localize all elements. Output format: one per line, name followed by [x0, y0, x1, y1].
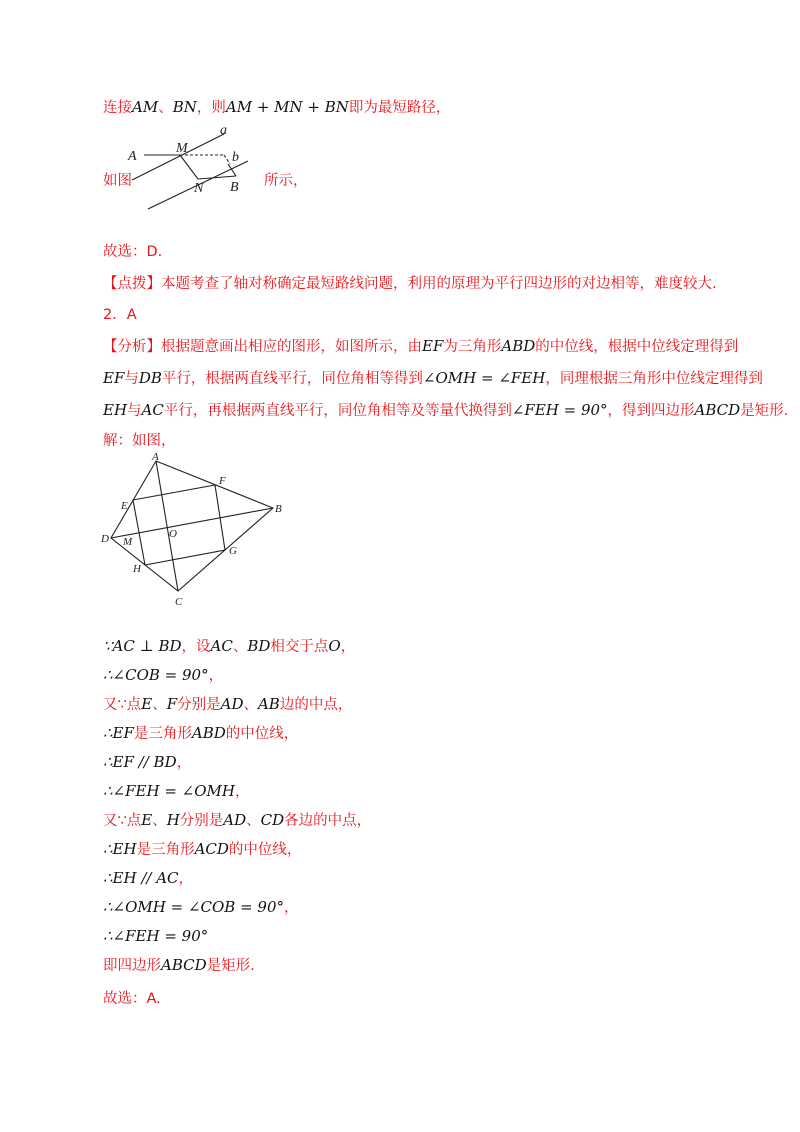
fig2-label-d: D: [101, 533, 109, 545]
fig2-label-e: E: [121, 500, 128, 512]
text: 平行，根据两直线平行，同位角相等得到: [161, 371, 423, 387]
proof-line-2: [103, 665, 223, 686]
math: ACD: [194, 840, 229, 858]
analysis-line-3: [103, 400, 788, 421]
text: ，: [178, 871, 194, 887]
text: 为三角形: [443, 339, 502, 355]
text: ，同理根据三角形中位线定理得到: [545, 371, 763, 387]
proof-line-5: [103, 752, 191, 773]
fig2-label-a: A: [152, 451, 159, 463]
fig1-label-n: N: [194, 181, 204, 196]
text: 相交于点: [270, 639, 329, 655]
math: ∴∠FEH = 90°: [103, 927, 209, 945]
text: 是矩形.: [206, 958, 255, 974]
text: 、: [246, 813, 261, 829]
math: ABD: [501, 337, 536, 355]
math: EF: [422, 337, 444, 355]
text: ，则: [196, 100, 226, 116]
math: EF: [103, 369, 125, 387]
math: AD: [223, 811, 247, 829]
text: 根据题意画出相应的图形，如图所示，由: [161, 339, 422, 355]
text: 是三角形: [133, 726, 192, 742]
text: 平行，再根据两直线平行，同位角相等及等量代换得到: [163, 403, 512, 419]
fig1-seg-mn: [180, 155, 198, 179]
fig1-dashed-b: [224, 155, 230, 164]
figure-shortest-path: [120, 122, 260, 212]
math: ∴EF: [103, 724, 134, 742]
analysis-tag: 【分析】: [103, 339, 161, 355]
answer-line-2: 故选：A.: [103, 991, 161, 1007]
math: ∴∠COB = 90°: [103, 666, 209, 684]
text: 边的中点，: [279, 697, 353, 713]
text: 是三角形: [136, 842, 195, 858]
math: E: [141, 811, 153, 829]
text: ，: [284, 900, 299, 916]
text: 所示，: [264, 173, 308, 189]
text: 与: [127, 403, 142, 419]
fig2-label-o: O: [169, 528, 177, 540]
fig1-label-b: B: [230, 180, 239, 195]
fig1-label-b-small: b: [232, 150, 239, 165]
math: ∴EH: [103, 840, 137, 858]
math-bn: BN: [172, 98, 197, 116]
proof-line-1: [103, 636, 355, 657]
text: ，: [234, 784, 250, 800]
math: AB: [257, 695, 280, 713]
proof-line-12: [103, 955, 255, 976]
text: 、: [158, 100, 173, 116]
math: ∠OMH = ∠FEH: [422, 369, 546, 387]
text: ，设: [181, 639, 211, 655]
text: 如图: [103, 173, 132, 189]
math: ∵AC ⊥ BD: [103, 637, 182, 655]
text-line-figure-ref-post: [264, 171, 308, 191]
proof-line-8: [103, 839, 301, 860]
text: 分别是: [177, 697, 221, 713]
fig2-label-m: M: [123, 536, 133, 548]
text: 的中位线，根据中位线定理得到: [535, 339, 739, 355]
math: E: [141, 695, 153, 713]
math: ∴EF // BD: [103, 753, 177, 771]
math: EH: [103, 401, 128, 419]
proof-line-3: [103, 694, 352, 715]
solution-intro: 解：如图，: [103, 433, 176, 449]
math: ∴EH // AC: [103, 869, 179, 887]
figure-quadrilateral: [95, 450, 295, 610]
math: AC: [210, 637, 233, 655]
text: ，: [208, 668, 224, 684]
fig1-label-m: M: [176, 141, 188, 156]
tip-tag: 【点拨】: [103, 276, 161, 292]
fig2-label-h: H: [133, 563, 141, 575]
math: ABCD: [161, 956, 207, 974]
math: AC: [141, 401, 164, 419]
math-sum-expr: AM + MN + BN: [225, 98, 349, 116]
analysis-line-2: [103, 368, 763, 389]
math: ABCD: [694, 401, 741, 419]
text: ，: [340, 639, 356, 655]
text: 又∵点: [103, 697, 142, 713]
text: 连接: [103, 100, 132, 116]
proof-line-11: [103, 926, 208, 947]
math: F: [166, 695, 178, 713]
math: ∴∠FEH = ∠OMH: [103, 782, 235, 800]
fig2-label-g: G: [229, 545, 237, 557]
math: H: [166, 811, 180, 829]
text: 分别是: [179, 813, 224, 829]
text: 、: [232, 639, 248, 655]
tip-text: 本题考查了轴对称确定最短路线问题，利用的原理为平行四边形的对边相等，难度较大.: [161, 276, 717, 292]
text: 各边的中点，: [284, 813, 372, 829]
tip-line: [103, 274, 717, 294]
text: 即为最短路径，: [348, 100, 451, 116]
math: DB: [138, 369, 162, 387]
analysis-line-1: [103, 336, 738, 357]
text: 、: [152, 697, 167, 713]
math: ∠FEH = 90°: [511, 401, 608, 419]
math: BD: [247, 637, 271, 655]
proof-line-9: [103, 868, 193, 889]
text-line-connect: [103, 97, 450, 118]
text: ，得到四边形: [607, 403, 695, 419]
text: ，: [176, 755, 192, 771]
question-number-2: 2．A: [103, 307, 137, 323]
fig2-label-c: C: [175, 596, 183, 608]
text: 又∵点: [103, 813, 142, 829]
proof-line-10: [103, 897, 299, 918]
text: 即四边形: [103, 958, 161, 974]
math: AD: [220, 695, 244, 713]
text: 、: [152, 813, 167, 829]
math: O: [328, 637, 341, 655]
math: ABD: [191, 724, 226, 742]
text: 的中位线，: [225, 726, 299, 742]
fig2-label-f: F: [219, 475, 226, 487]
proof-line-4: [103, 723, 298, 744]
text: 的中位线，: [228, 842, 302, 858]
math: CD: [260, 811, 285, 829]
fig1-label-a-point: A: [128, 149, 137, 164]
proof-line-7: [103, 810, 371, 831]
proof-line-6: [103, 781, 249, 802]
text-line-figure-ref: [103, 171, 132, 191]
fig1-label-line-a: a: [220, 123, 227, 138]
math: ∴∠OMH = ∠COB = 90°: [103, 898, 285, 916]
answer-line-1: 故选：D.: [103, 244, 163, 260]
text: 与: [124, 371, 139, 387]
text: 、: [243, 697, 258, 713]
text: 是矩形.: [740, 403, 789, 419]
fig2-label-b: B: [275, 503, 282, 515]
math-am: AM: [132, 98, 159, 116]
